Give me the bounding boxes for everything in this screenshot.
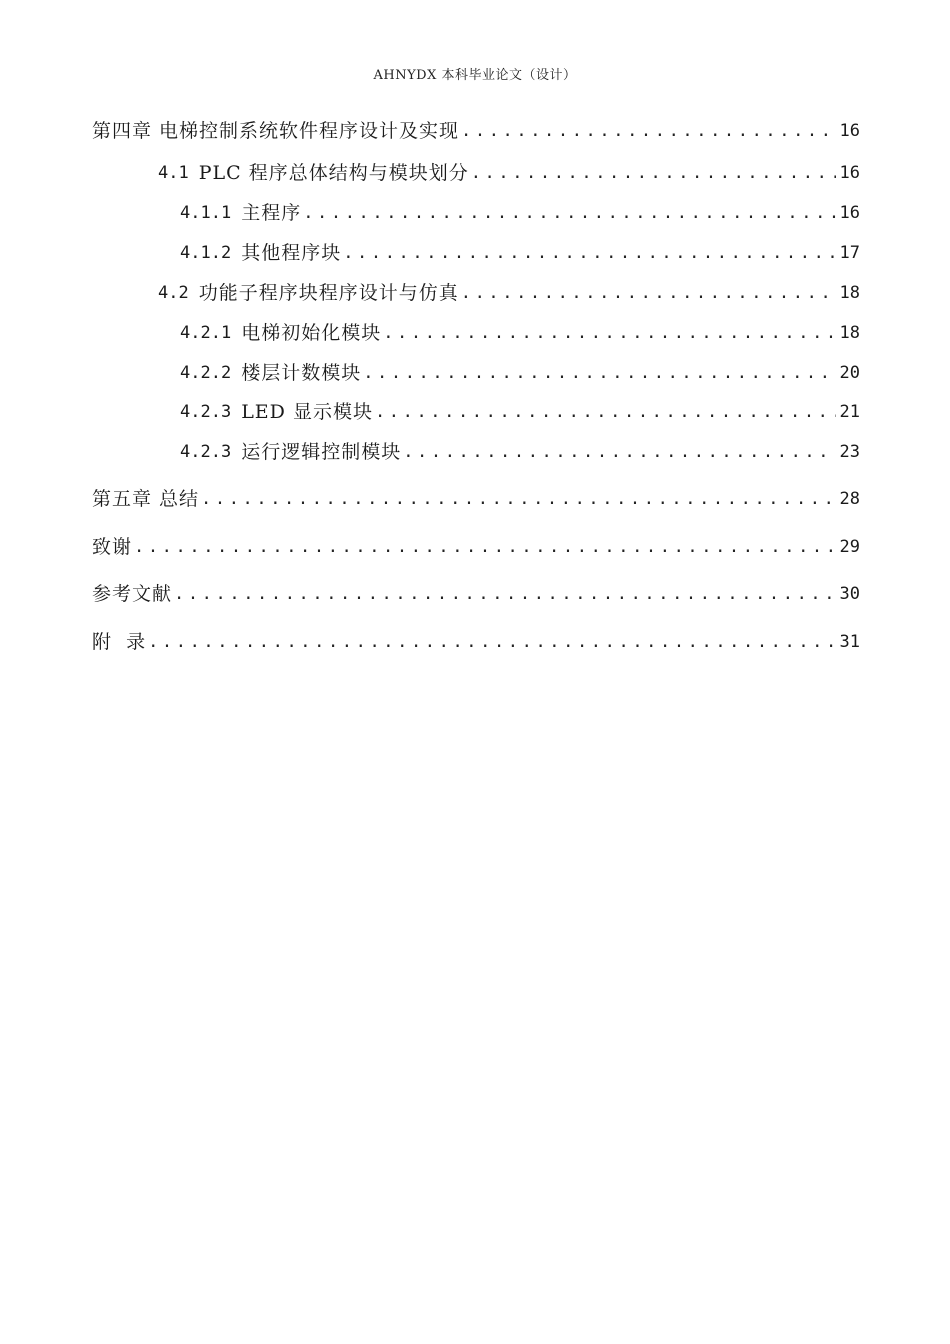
toc-page-number: 17 bbox=[839, 243, 860, 263]
toc-page-number: 18 bbox=[839, 283, 860, 303]
toc-entry-4-1[interactable] bbox=[92, 160, 860, 186]
toc-page-number: 28 bbox=[839, 489, 860, 509]
toc-entry-4-1-1[interactable] bbox=[92, 200, 860, 226]
toc-page-number: 18 bbox=[839, 323, 860, 343]
toc-page-number: 23 bbox=[839, 442, 860, 462]
toc-dot-leader bbox=[363, 360, 835, 386]
toc-entry-title: 其他程序块 bbox=[241, 242, 342, 264]
toc-page-number: 16 bbox=[839, 163, 860, 183]
toc-entry-number: 4.1.1 bbox=[180, 203, 232, 223]
toc-entry-chapter-4[interactable] bbox=[92, 118, 860, 144]
toc-entry-chapter-5[interactable] bbox=[92, 486, 860, 512]
page-header: AHNYDX 本科毕业论文（设计） bbox=[373, 68, 577, 83]
toc-entry-4-2-3-led[interactable] bbox=[92, 399, 860, 425]
toc-dot-leader bbox=[383, 320, 835, 346]
toc-entry-number: 4.2.3 bbox=[180, 402, 232, 422]
toc-entry-4-2-2[interactable] bbox=[92, 360, 860, 386]
toc-entry-acknowledgements[interactable] bbox=[92, 534, 860, 560]
toc-entry-4-1-2[interactable] bbox=[92, 240, 860, 266]
toc-entry-appendix[interactable] bbox=[92, 629, 860, 655]
toc-dot-leader bbox=[148, 629, 835, 655]
toc-entry-title: 第五章 总结 bbox=[92, 488, 200, 510]
toc-dot-leader bbox=[201, 486, 835, 512]
toc-entry-number: 4.2 bbox=[158, 283, 189, 303]
toc-entry-number: 4.2.2 bbox=[180, 363, 232, 383]
toc-entry-number: 4.2.1 bbox=[180, 323, 232, 343]
toc-entry-4-2-1[interactable] bbox=[92, 320, 860, 346]
toc-page-number: 16 bbox=[839, 203, 860, 223]
toc-dot-leader bbox=[403, 439, 835, 465]
toc-dot-leader bbox=[134, 534, 836, 560]
toc-dot-leader bbox=[461, 118, 835, 144]
toc-dot-leader bbox=[461, 280, 836, 306]
toc-dot-leader bbox=[343, 240, 835, 266]
toc-page-number: 16 bbox=[839, 121, 860, 141]
toc-entry-title: 楼层计数模块 bbox=[241, 362, 362, 384]
toc-dot-leader bbox=[174, 581, 836, 607]
toc-dot-leader bbox=[471, 160, 836, 186]
toc-page-number: 31 bbox=[839, 632, 860, 652]
toc-entry-title: PLC 程序总体结构与模块划分 bbox=[198, 162, 469, 184]
toc-entry-title: 电梯初始化模块 bbox=[241, 322, 382, 344]
toc-entry-title: 主程序 bbox=[241, 202, 302, 224]
toc-dot-leader bbox=[375, 399, 836, 425]
toc-entry-title: 第四章 电梯控制系统软件程序设计及实现 bbox=[92, 120, 460, 142]
toc-entry-number: 4.1 bbox=[158, 163, 189, 183]
toc-entry-4-2-3-logic[interactable] bbox=[92, 439, 860, 465]
toc-entry-title: 参考文献 bbox=[92, 583, 173, 605]
toc-entry-references[interactable] bbox=[92, 581, 860, 607]
toc-page-number: 30 bbox=[839, 584, 860, 604]
toc-entry-title: LED 显示模块 bbox=[241, 401, 373, 423]
toc-entry-title: 功能子程序块程序设计与仿真 bbox=[198, 282, 459, 304]
toc-page-number: 20 bbox=[839, 363, 860, 383]
toc-entry-number: 4.2.3 bbox=[180, 442, 232, 462]
toc-entry-4-2[interactable] bbox=[92, 280, 860, 306]
toc-dot-leader bbox=[303, 200, 835, 226]
toc-entry-number: 4.1.2 bbox=[180, 243, 232, 263]
toc-page-number: 21 bbox=[839, 402, 860, 422]
toc-entry-title: 致谢 bbox=[92, 536, 133, 558]
toc-entry-title: 运行逻辑控制模块 bbox=[241, 441, 402, 463]
toc-entry-title: 附 录 bbox=[92, 631, 147, 653]
toc-page-number: 29 bbox=[839, 537, 860, 557]
